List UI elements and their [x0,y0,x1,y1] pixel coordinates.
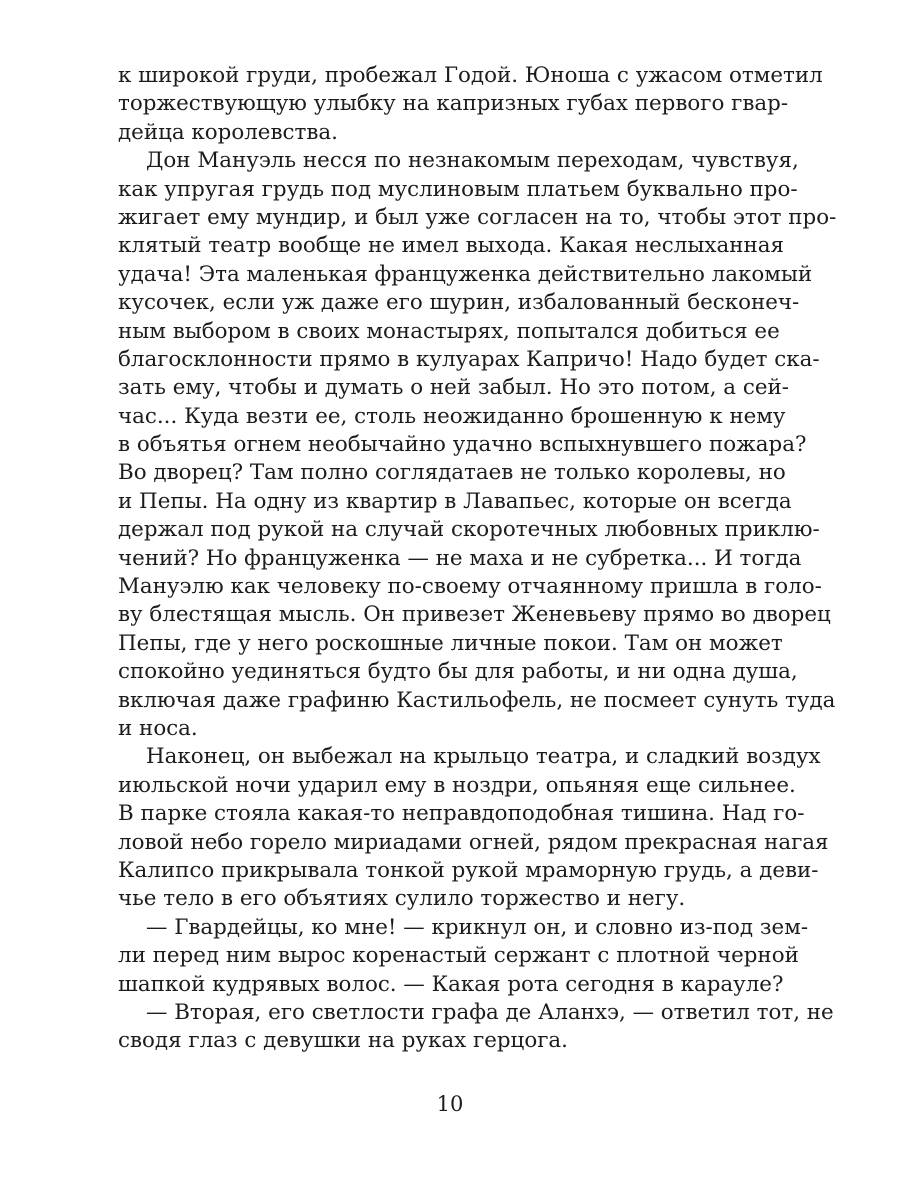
text-line: ву блестящая мысль. Он привезет Женевьеву прямо во дворец [118,602,831,628]
text-line: — Гвардейцы, ко мне! — крикнул он, и словно из-под зем- [146,914,809,940]
text-line: и Пепы. На одну из квартир в Лавапьес, которые он всегда [118,488,792,514]
text-line: держал под рукой на случай скоротечных любовных приклю- [118,517,820,543]
text-line: кусочек, если уж даже его шурин, избалованный бесконеч- [118,290,800,316]
text-line: спокойно уединяться будто бы для работы, и ни одна душа, [118,659,798,685]
text-line: — Вторая, его светлости графа де Аланхэ, — ответил тот, не [146,999,834,1025]
text-line: удача! Эта маленькая француженка действительно лакомый [118,261,813,287]
text-line: шапкой кудрявых волос. — Какая рота сегодня в карауле? [118,971,784,997]
text-line: Пепы, где у него роскошные личные покои. Там он может [118,630,783,656]
text-line: июльской ночи ударил ему в ноздри, опьяняя еще сильнее. [118,772,796,798]
text-line: Во дворец? Там полно соглядатаев не только королевы, но [118,460,786,486]
text-line: чений? Но француженка — не маха и не субретка... И тогда [118,545,802,571]
paragraph [118,914,809,999]
text-line: Мануэлю как человеку по-своему отчаянному пришла в голо- [118,574,822,600]
text-line: ловой небо горело мириадами огней, рядом прекрасная нагая [118,829,829,855]
text-line: клятый театр вообще не имел выхода. Какая неслыханная [118,233,784,259]
text-line: в объятья огнем необычайно удачно вспыхнувшего пожара? [118,432,807,458]
text-line: к широкой груди, пробежал Годой. Юноша с ужасом отметил [118,63,823,88]
text-line: зать ему, чтобы и думать о ней забыл. Но это потом, а сей- [118,375,789,401]
paragraph [118,743,829,913]
text-line: дейца королевства. [118,119,338,145]
page-body-text [118,62,837,1056]
text-line: Наконец, он выбежал на крыльцо театра, и сладкий воздух [146,744,821,770]
text-line: включая даже графиню Кастильофель, не посмеет сунуть туда [118,687,836,713]
text-line: ли перед ним вырос коренастый сержант с плотной черной [118,943,799,969]
text-line: чье тело в его объятиях сулило торжество и негу. [118,886,686,912]
paragraph [118,62,823,147]
paragraph [118,147,837,743]
paragraph [118,999,834,1056]
text-line: Дон Мануэль несся по незнакомым переходам, чувствуя, [146,148,799,174]
text-line: сводя глаз с девушки на руках герцога. [118,1028,568,1054]
text-line: час... Куда везти ее, столь неожиданно брошенную к нему [118,403,786,429]
text-line: ным выбором в своих монастырях, попытался добиться ее [118,318,780,344]
text-line: В парке стояла какая-то неправдоподобная тишина. Над го- [118,801,805,827]
text-line: благосклонности прямо в кулуарах Капричо! Надо будет ска- [118,346,820,372]
text-line: и носа. [118,715,198,741]
text-line: жигает ему мундир, и был уже согласен на то, чтобы этот про- [118,204,837,230]
text-line: торжествующую улыбку на капризных губах первого гвар- [118,91,789,117]
text-line: как упругая грудь под муслиновым платьем буквально про- [118,176,798,202]
page-number: 10 [436,1092,464,1116]
text-line: Калипсо прикрывала тонкой рукой мраморную грудь, а деви- [118,857,819,883]
